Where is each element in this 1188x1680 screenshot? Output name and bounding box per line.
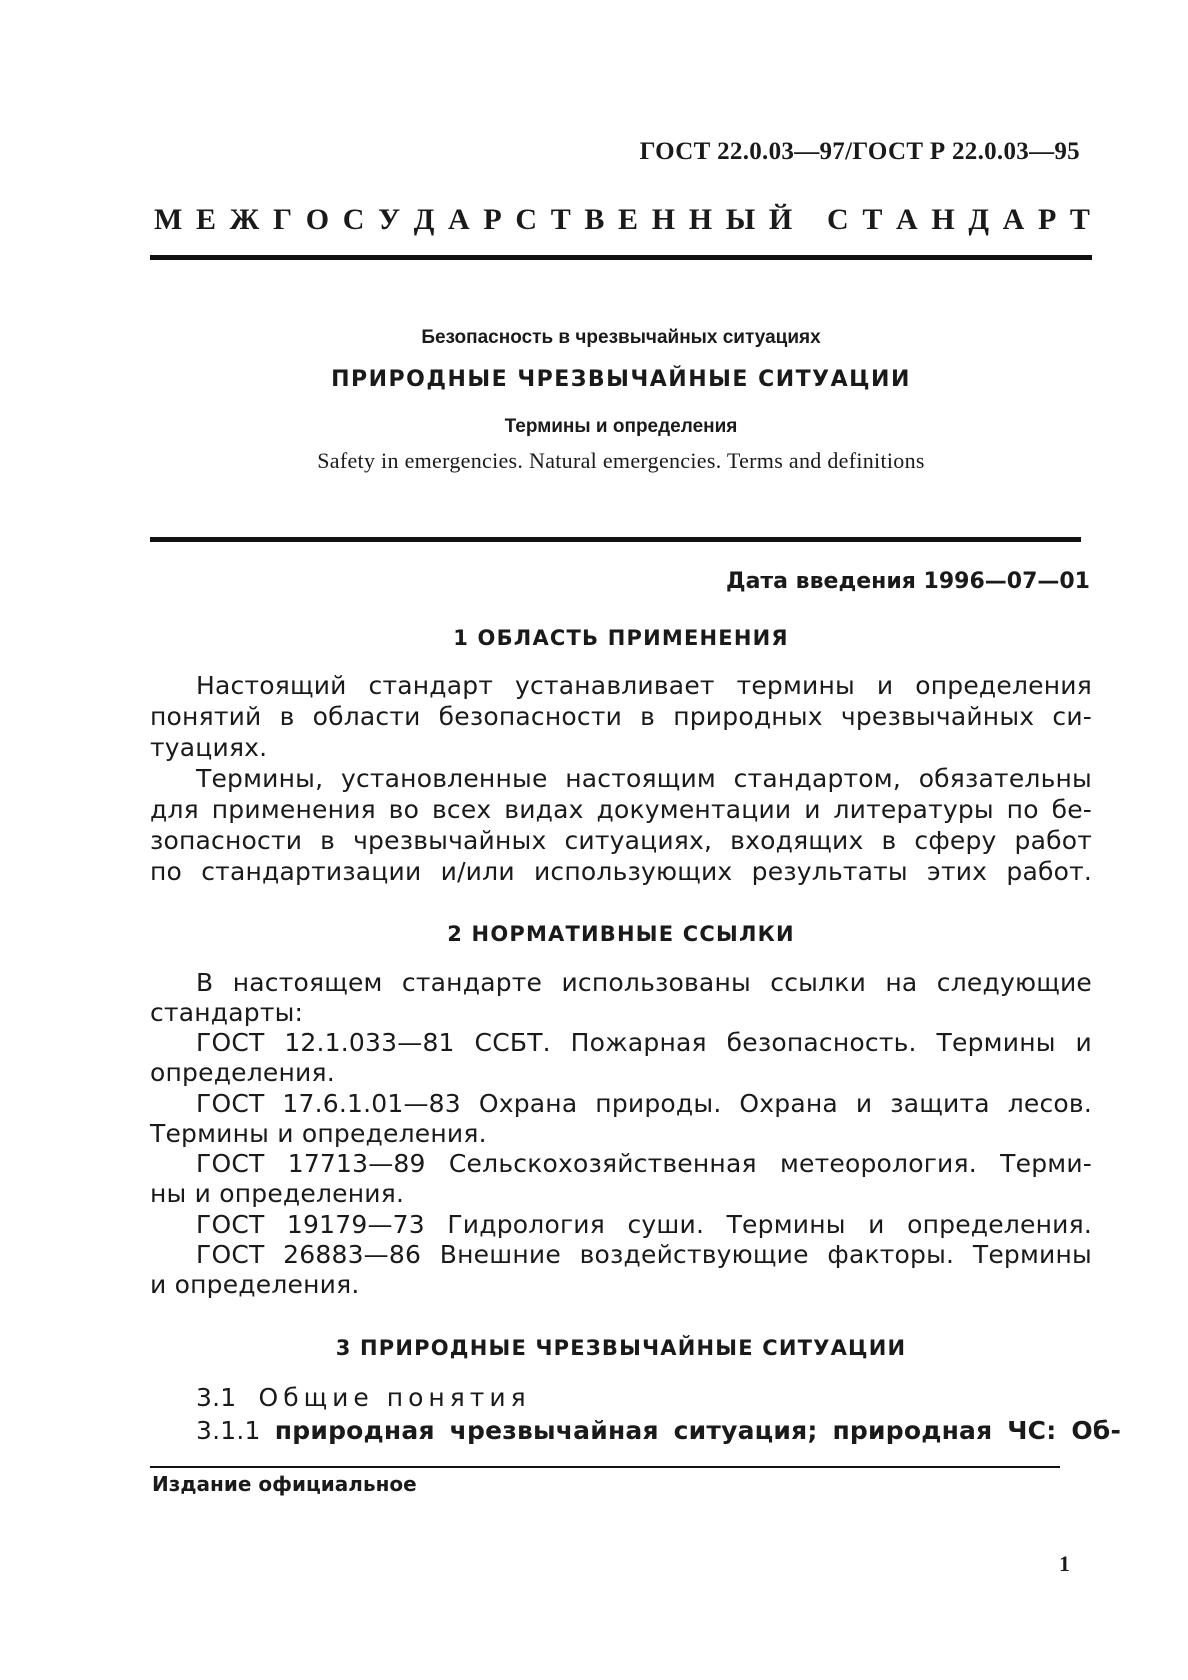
standard-type-letter: Н [688, 203, 713, 236]
standard-type-letter: Н [931, 203, 955, 236]
series-title: Безопасность в чрезвычайных ситуациях [421, 327, 821, 348]
footer-separator [150, 1466, 1060, 1468]
title-rule [150, 537, 1081, 542]
subsection-title: Общие понятия [258, 1383, 531, 1412]
section-1-line: для применения во всех видах документации и литературы по бе- [150, 795, 1092, 824]
standard-type-letter: У [378, 203, 401, 236]
reference-line: ГОСТ 17713—89 Сельскохозяйственная метеорология. Терми- [196, 1149, 1092, 1178]
section-1-line: Термины, установленные настоящим стандартом, обязательны [196, 764, 1092, 793]
standard-type-letter: М [154, 203, 183, 236]
section-1-line: по стандартизации и/или использующих результаты этих работ. [150, 857, 1092, 886]
reference-line: Термины и определения. [150, 1119, 487, 1148]
standard-type-letter: Т [550, 203, 571, 236]
standard-type-letter: С [826, 203, 849, 236]
section-2-heading: 2 НОРМАТИВНЫЕ ССЫЛКИ [447, 922, 795, 946]
term-number: 3.1.1 [196, 1416, 261, 1445]
standard-type-letter: С [342, 203, 365, 236]
standard-type-letter: А [895, 203, 918, 236]
standard-type-letter: Е [618, 203, 639, 236]
standard-type-letter: Ж [229, 203, 260, 236]
standard-type-letter: А [1002, 203, 1025, 236]
introduction-date: Дата введения 1996—07—01 [725, 569, 1090, 594]
reference-line: и определения. [150, 1270, 360, 1299]
reference-line: ГОСТ 17.6.1.01—83 Охрана природы. Охрана и защита лесов. [196, 1089, 1092, 1118]
reference-line: ГОСТ 26883—86 Внешние воздействующие факторы. Термины [196, 1240, 1092, 1269]
page-number: 1 [1059, 1551, 1070, 1576]
standard-type-heading [154, 203, 1090, 237]
standard-type-letter: Р [1037, 203, 1057, 236]
standard-type-letter: А [448, 203, 470, 236]
reference-line: определения. [150, 1058, 335, 1087]
standard-type-letter: Д [968, 203, 989, 236]
standard-type-letter: Д [413, 203, 435, 236]
standard-type-letter: Г [272, 203, 293, 236]
section-1-line: понятий в области безопасности в природных чрезвычайных си- [150, 702, 1092, 731]
section-3-heading: 3 ПРИРОДНЫЕ ЧРЕЗВЫЧАЙНЫЕ СИТУАЦИИ [335, 1336, 907, 1360]
reference-line: ГОСТ 12.1.033—81 ССБТ. Пожарная безопасность. Термины и [196, 1028, 1092, 1057]
standard-type-letter: С [515, 203, 538, 236]
edition-label: Издание официальное [152, 1472, 417, 1496]
top-rule [150, 255, 1092, 260]
document-code: ГОСТ 22.0.03—97/ГОСТ Р 22.0.03—95 [639, 138, 1080, 165]
section-1-line: туациях. [150, 733, 268, 762]
standard-type-letter: Ы [725, 203, 756, 236]
standard-type-letter: Й [768, 203, 793, 236]
standard-type-letter: Н [651, 203, 676, 236]
standard-type-letter: Р [483, 203, 502, 236]
term-line [150, 1415, 1122, 1446]
document-subtitle: Термины и определения [504, 416, 738, 437]
section-1-line: Настоящий стандарт устанавливает термины и определения [196, 671, 1092, 700]
standard-type-letter: В [584, 203, 605, 236]
standard-type-letter: Т [862, 203, 883, 236]
standard-type-letter: Т [1069, 203, 1090, 236]
term-text: природная чрезвычайная ситуация; природная ЧС: Об- [274, 1416, 1122, 1445]
document-title: ПРИРОДНЫЕ ЧРЕЗВЫЧАЙНЫЕ СИТУАЦИИ [331, 367, 911, 392]
reference-line: ны и определения. [150, 1179, 405, 1208]
standard-type-letter: Е [195, 203, 216, 236]
english-title: Safety in emergencies. Natural emergencies. Terms and definitions [317, 448, 925, 473]
section-2-line: В настоящем стандарте использованы ссылки на следующие [196, 968, 1092, 997]
subsection-number: 3.1 [196, 1383, 237, 1412]
section-1-line: зопасности в чрезвычайных ситуациях, входящих в сферу работ [150, 826, 1092, 855]
section-2-line: стандарты: [150, 998, 304, 1027]
reference-line: ГОСТ 19179—73 Гидрология суши. Термины и определения. [196, 1210, 1092, 1239]
standard-type-letter [806, 203, 814, 237]
subsection-heading [150, 1382, 1092, 1413]
section-1-heading: 1 ОБЛАСТЬ ПРИМЕНЕНИЯ [453, 626, 789, 650]
standard-type-letter: О [305, 203, 330, 236]
